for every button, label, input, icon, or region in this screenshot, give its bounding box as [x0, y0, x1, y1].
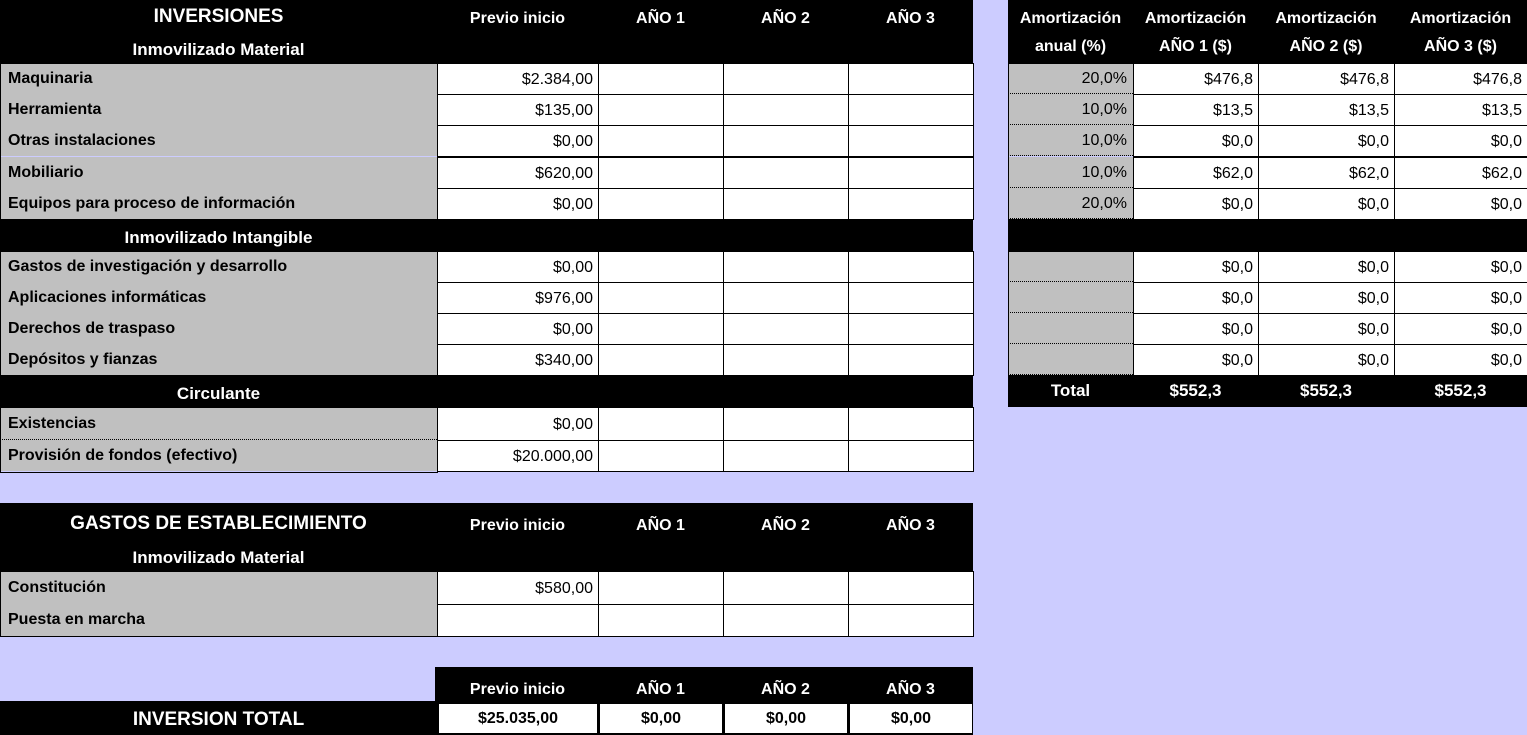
intangible-row-ano1-cell[interactable]	[598, 282, 724, 314]
amort-material-row-amort-ano1-cell[interactable]: $13,5	[1133, 94, 1259, 126]
amort-intangible-row-pct-cell[interactable]	[1008, 282, 1133, 313]
amort-material-row-amort-ano2-cell[interactable]: $476,8	[1258, 63, 1395, 95]
intangible-row-ano2-cell[interactable]	[723, 282, 849, 314]
amortizacion-header-line1: Amortización	[1144, 10, 1247, 27]
material-row-previo-inicio-cell[interactable]: $620,00	[437, 157, 599, 189]
amort-intangible-row-pct-cell[interactable]	[1008, 344, 1133, 375]
material-row-label: Otras instalaciones	[0, 125, 437, 156]
amortizacion-header-line1: Amortización	[1275, 10, 1377, 27]
material-row-ano2-cell[interactable]	[723, 94, 849, 126]
circulante-row-label: Existencias	[0, 407, 437, 440]
inversion-total-value[interactable]: $25.035,00	[439, 704, 597, 733]
inversiones-title: INVERSIONES	[153, 6, 284, 27]
amort-intangible-row-pct-cell[interactable]	[1008, 313, 1133, 344]
material-row-ano2-cell[interactable]	[723, 188, 849, 220]
intangible-row-label: Aplicaciones informáticas	[0, 282, 437, 313]
intangible-row-ano1-cell[interactable]	[598, 251, 724, 283]
amortizacion-header-line2: AÑO 2 ($)	[1289, 38, 1363, 55]
intangible-row-ano3-cell[interactable]	[848, 313, 974, 345]
amort-material-row-amort-ano1-cell[interactable]: $476,8	[1133, 63, 1259, 95]
amort-total-value: $552,3	[1169, 381, 1222, 400]
inversiones-col-header: AÑO 2	[761, 10, 810, 27]
intangible-row-previo-inicio-cell[interactable]: $0,00	[437, 251, 599, 283]
gastos-subtitle: Inmovilizado Material	[132, 548, 305, 567]
gastos-row-ano1-cell[interactable]	[598, 604, 724, 637]
total-col-header: AÑO 1	[636, 681, 685, 698]
material-row-ano1-cell[interactable]	[598, 188, 724, 220]
inversion-total-value[interactable]: $0,00	[725, 704, 847, 733]
material-row-ano1-cell[interactable]	[598, 63, 724, 95]
amort-material-row-amort-ano3-cell[interactable]: $62,0	[1394, 157, 1527, 189]
amort-intangible-row-amort-ano1-cell[interactable]: $0,0	[1133, 313, 1259, 345]
material-row-label: Maquinaria	[0, 63, 437, 94]
gastos-row-label: Puesta en marcha	[0, 604, 437, 636]
gastos-col-header: AÑO 1	[636, 517, 685, 534]
intangible-row-ano1-cell[interactable]	[598, 313, 724, 345]
inversion-total-label: INVERSION TOTAL	[132, 709, 305, 730]
intangible-row-ano3-cell[interactable]	[848, 344, 974, 376]
material-row-ano3-cell[interactable]	[848, 157, 974, 189]
gastos-row-ano1-cell[interactable]	[598, 571, 724, 605]
material-row-previo-inicio-cell[interactable]: $2.384,00	[437, 63, 599, 95]
amort-total-label: Total	[1050, 381, 1091, 400]
intangible-row-ano3-cell[interactable]	[848, 282, 974, 314]
gastos-row-previo-inicio-cell[interactable]: $580,00	[437, 571, 599, 605]
gastos-title: GASTOS DE ESTABLECIMIENTO	[70, 513, 367, 534]
inmovilizado-intangible-title: Inmovilizado Intangible	[124, 228, 313, 247]
amort-material-row-amort-ano3-cell[interactable]: $13,5	[1394, 94, 1527, 126]
intangible-row-ano1-cell[interactable]	[598, 344, 724, 376]
material-row-previo-inicio-cell[interactable]: $0,00	[437, 188, 599, 220]
gastos-col-header: AÑO 2	[761, 517, 810, 534]
material-row-previo-inicio-cell[interactable]: $0,00	[437, 125, 599, 157]
gastos-row-label: Constitución	[0, 571, 437, 604]
total-col-header: Previo inicio	[469, 681, 566, 698]
amort-intangible-row-amort-ano3-cell[interactable]: $0,0	[1394, 251, 1527, 283]
circulante-row-ano2-cell[interactable]	[723, 407, 849, 441]
intangible-row-previo-inicio-cell[interactable]: $0,00	[437, 313, 599, 345]
total-col-header: AÑO 2	[761, 681, 810, 698]
circulante-row-previo-inicio-cell[interactable]: $0,00	[437, 407, 599, 441]
intangible-row-ano2-cell[interactable]	[723, 251, 849, 283]
gastos-row-ano3-cell[interactable]	[848, 571, 974, 605]
amort-total-value: $552,3	[1434, 381, 1487, 400]
material-row-ano2-cell[interactable]	[723, 63, 849, 95]
amort-intangible-row-amort-ano3-cell[interactable]: $0,0	[1394, 344, 1527, 376]
amort-material-row-amort-ano3-cell[interactable]: $0,0	[1394, 188, 1527, 220]
intangible-row-label: Depósitos y fianzas	[0, 344, 437, 375]
material-row-ano3-cell[interactable]	[848, 188, 974, 220]
amort-intangible-row-amort-ano3-cell[interactable]: $0,0	[1394, 282, 1527, 314]
material-row-previo-inicio-cell[interactable]: $135,00	[437, 94, 599, 126]
amort-material-row-pct-cell[interactable]: 10,0%	[1008, 157, 1133, 188]
amort-material-row-amort-ano1-cell[interactable]: $0,0	[1133, 125, 1259, 157]
circulante-separator	[0, 439, 437, 440]
material-row-ano2-cell[interactable]	[723, 157, 849, 189]
material-row-ano1-cell[interactable]	[598, 125, 724, 157]
amort-intangible-row-amort-ano3-cell[interactable]: $0,0	[1394, 313, 1527, 345]
amort-intangible-row-amort-ano1-cell[interactable]: $0,0	[1133, 344, 1259, 376]
amortizacion-header-line1: Amortización	[1409, 10, 1512, 27]
amort-intangible-row-amort-ano2-cell[interactable]: $0,0	[1258, 282, 1395, 314]
inmovilizado-material-title: Inmovilizado Material	[132, 40, 305, 59]
material-row-ano1-cell[interactable]	[598, 157, 724, 189]
material-row-label: Mobiliario	[0, 157, 437, 188]
amort-intangible-row-amort-ano2-cell[interactable]: $0,0	[1258, 344, 1395, 376]
circulante-row-ano1-cell[interactable]	[598, 440, 724, 472]
amort-total-value: $552,3	[1300, 381, 1352, 400]
intangible-row-label: Derechos de traspaso	[0, 313, 437, 344]
intangible-row-previo-inicio-cell[interactable]: $976,00	[437, 282, 599, 314]
gastos-row-previo-inicio-cell[interactable]	[437, 604, 599, 637]
amort-material-row-pct-cell[interactable]: 10,0%	[1008, 125, 1133, 156]
circulante-row-label: Provisión de fondos (efectivo)	[0, 440, 437, 471]
inversion-total-value[interactable]: $0,00	[600, 704, 722, 733]
material-row-ano3-cell[interactable]	[848, 94, 974, 126]
circulante-row-ano3-cell[interactable]	[848, 440, 974, 472]
amort-material-row-amort-ano1-cell[interactable]: $62,0	[1133, 157, 1259, 189]
amort-material-row-amort-ano2-cell[interactable]: $0,0	[1258, 188, 1395, 220]
amortizacion-header-line2: anual (%)	[1034, 38, 1107, 55]
amort-material-row-amort-ano1-cell[interactable]: $0,0	[1133, 188, 1259, 220]
inversion-total-value[interactable]: $0,00	[850, 704, 972, 733]
intangible-row-previo-inicio-cell[interactable]: $340,00	[437, 344, 599, 376]
amort-intangible-row-amort-ano2-cell[interactable]: $0,0	[1258, 313, 1395, 345]
circulante-row-ano2-cell[interactable]	[723, 440, 849, 472]
gastos-row-ano2-cell[interactable]	[723, 571, 849, 605]
circulante-row-ano3-cell[interactable]	[848, 407, 974, 441]
material-row-ano2-cell[interactable]	[723, 125, 849, 157]
inversiones-col-header: AÑO 1	[636, 10, 685, 27]
amortizacion-header-line2: AÑO 1 ($)	[1159, 38, 1232, 55]
inversiones-col-header: Previo inicio	[469, 10, 566, 27]
inversiones-col-header: AÑO 3	[886, 10, 935, 27]
material-row-label: Equipos para proceso de información	[0, 188, 437, 219]
amort-material-row-amort-ano2-cell[interactable]: $62,0	[1258, 157, 1395, 189]
amort-intangible-row-pct-cell[interactable]	[1008, 251, 1133, 282]
material-row-label: Herramienta	[0, 94, 437, 125]
amort-material-row-pct-cell[interactable]: 20,0%	[1008, 188, 1133, 219]
amort-material-row-pct-cell[interactable]: 20,0%	[1008, 63, 1133, 94]
circulante-title: Circulante	[176, 384, 261, 403]
material-row-ano3-cell[interactable]	[848, 63, 974, 95]
material-row-ano3-cell[interactable]	[848, 125, 974, 157]
gastos-row-ano3-cell[interactable]	[848, 604, 974, 637]
intangible-row-ano3-cell[interactable]	[848, 251, 974, 283]
amort-intangible-row-amort-ano2-cell[interactable]: $0,0	[1258, 251, 1395, 283]
intangible-row-ano2-cell[interactable]	[723, 313, 849, 345]
gastos-col-header: AÑO 3	[886, 517, 935, 534]
amort-material-row-amort-ano3-cell[interactable]: $0,0	[1394, 125, 1527, 157]
total-col-header: AÑO 3	[886, 681, 935, 698]
amort-intangible-row-amort-ano1-cell[interactable]: $0,0	[1133, 251, 1259, 283]
gastos-col-header: Previo inicio	[469, 517, 566, 534]
circulante-row-ano1-cell[interactable]	[598, 407, 724, 441]
amortizacion-header-line2: AÑO 3 ($)	[1424, 38, 1497, 55]
amort-material-row-amort-ano3-cell[interactable]: $476,8	[1394, 63, 1527, 95]
intangible-row-ano2-cell[interactable]	[723, 344, 849, 376]
amortizacion-header-line1: Amortización	[1019, 10, 1122, 27]
material-row-ano1-cell[interactable]	[598, 94, 724, 126]
circulante-row-previo-inicio-cell[interactable]: $20.000,00	[437, 440, 599, 472]
intangible-row-label: Gastos de investigación y desarrollo	[0, 251, 437, 282]
amort-intangible-row-amort-ano1-cell[interactable]: $0,0	[1133, 282, 1259, 314]
amort-material-row-pct-cell[interactable]: 10,0%	[1008, 94, 1133, 125]
amort-intangible-band	[1008, 219, 1527, 251]
amort-material-row-amort-ano2-cell[interactable]: $13,5	[1258, 94, 1395, 126]
gastos-row-ano2-cell[interactable]	[723, 604, 849, 637]
amort-material-row-amort-ano2-cell[interactable]: $0,0	[1258, 125, 1395, 157]
